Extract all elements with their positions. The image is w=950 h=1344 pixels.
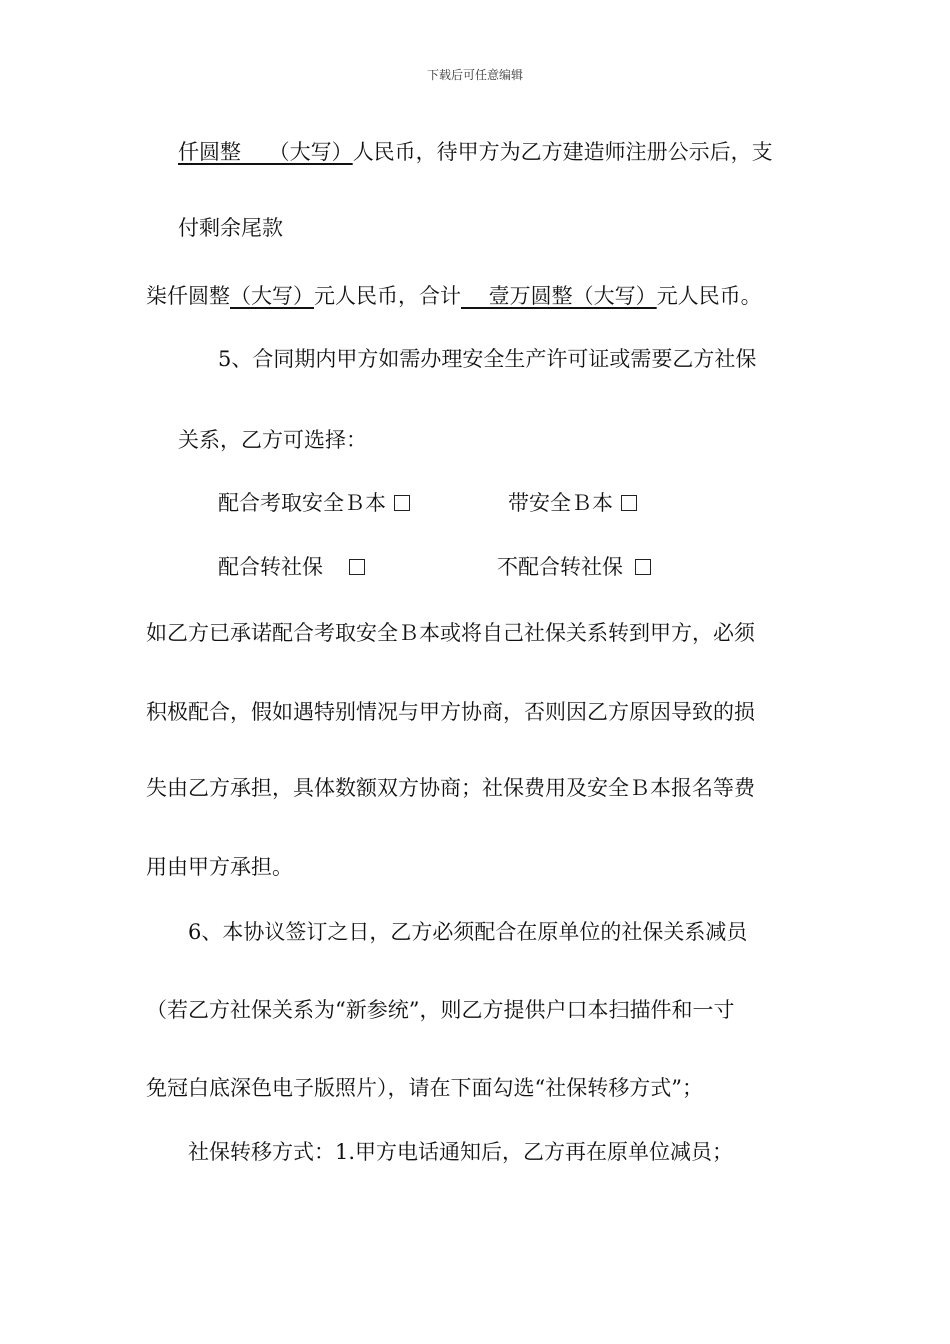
line-text: 元人民币，合计	[314, 284, 461, 308]
line-text: 人民币，待甲方为乙方建造师注册公示后，支	[352, 140, 773, 164]
checkbox[interactable]	[621, 495, 637, 511]
paragraph-line: 失由乙方承担，具体数额双方协商；社保费用及安全Ｂ本报名等费	[146, 776, 755, 800]
option-label: 配合转社保	[218, 555, 323, 579]
option-take-safety-b	[218, 489, 410, 517]
paragraph-line: 免冠白底深色电子版照片），请在下面勾选“社保转移方式”；	[146, 1076, 703, 1100]
paragraph-line: 社保转移方式：1.甲方电话通知后，乙方再在原单位减员；	[188, 1140, 734, 1164]
line-text: 柒仟圆整	[146, 284, 230, 308]
paragraph-line: 如乙方已承诺配合考取安全Ｂ本或将自己社保关系转到甲方，必须	[146, 621, 755, 645]
checkbox[interactable]	[394, 495, 410, 511]
underlined-amount: 仟圆整 （大写）	[178, 140, 353, 164]
line-text: 元人民币。	[656, 284, 762, 308]
paragraph-line	[146, 282, 762, 310]
underlined-text: （大写）	[230, 284, 314, 308]
paragraph-line: 关系，乙方可选择：	[178, 428, 367, 452]
checkbox[interactable]	[349, 559, 365, 575]
paragraph-line: 积极配合，假如遇特别情况与甲方协商，否则因乙方原因导致的损	[146, 700, 755, 724]
option-label: 带安全Ｂ本	[508, 491, 613, 515]
option-label: 配合考取安全Ｂ本	[218, 491, 386, 515]
paragraph-line: 用由甲方承担。	[146, 855, 293, 879]
option-label: 不配合转社保	[497, 555, 623, 579]
option-no-transfer-social-security	[497, 553, 651, 581]
checkbox[interactable]	[635, 559, 651, 575]
underlined-total: 壹万圆整（大写）	[461, 284, 657, 308]
option-transfer-social-security	[218, 553, 365, 581]
page-header: 下载后可任意编辑	[426, 68, 523, 82]
paragraph-line: 5、合同期内甲方如需办理安全生产许可证或需要乙方社保	[218, 347, 757, 371]
option-bring-safety-b	[508, 489, 637, 517]
paragraph-line: 6、本协议签订之日，乙方必须配合在原单位的社保关系减员	[188, 920, 748, 944]
paragraph-line	[178, 138, 773, 166]
paragraph-line: （若乙方社保关系为“新参统”，则乙方提供户口本扫描件和一寸	[146, 998, 735, 1022]
paragraph-line: 付剩余尾款	[178, 216, 283, 240]
